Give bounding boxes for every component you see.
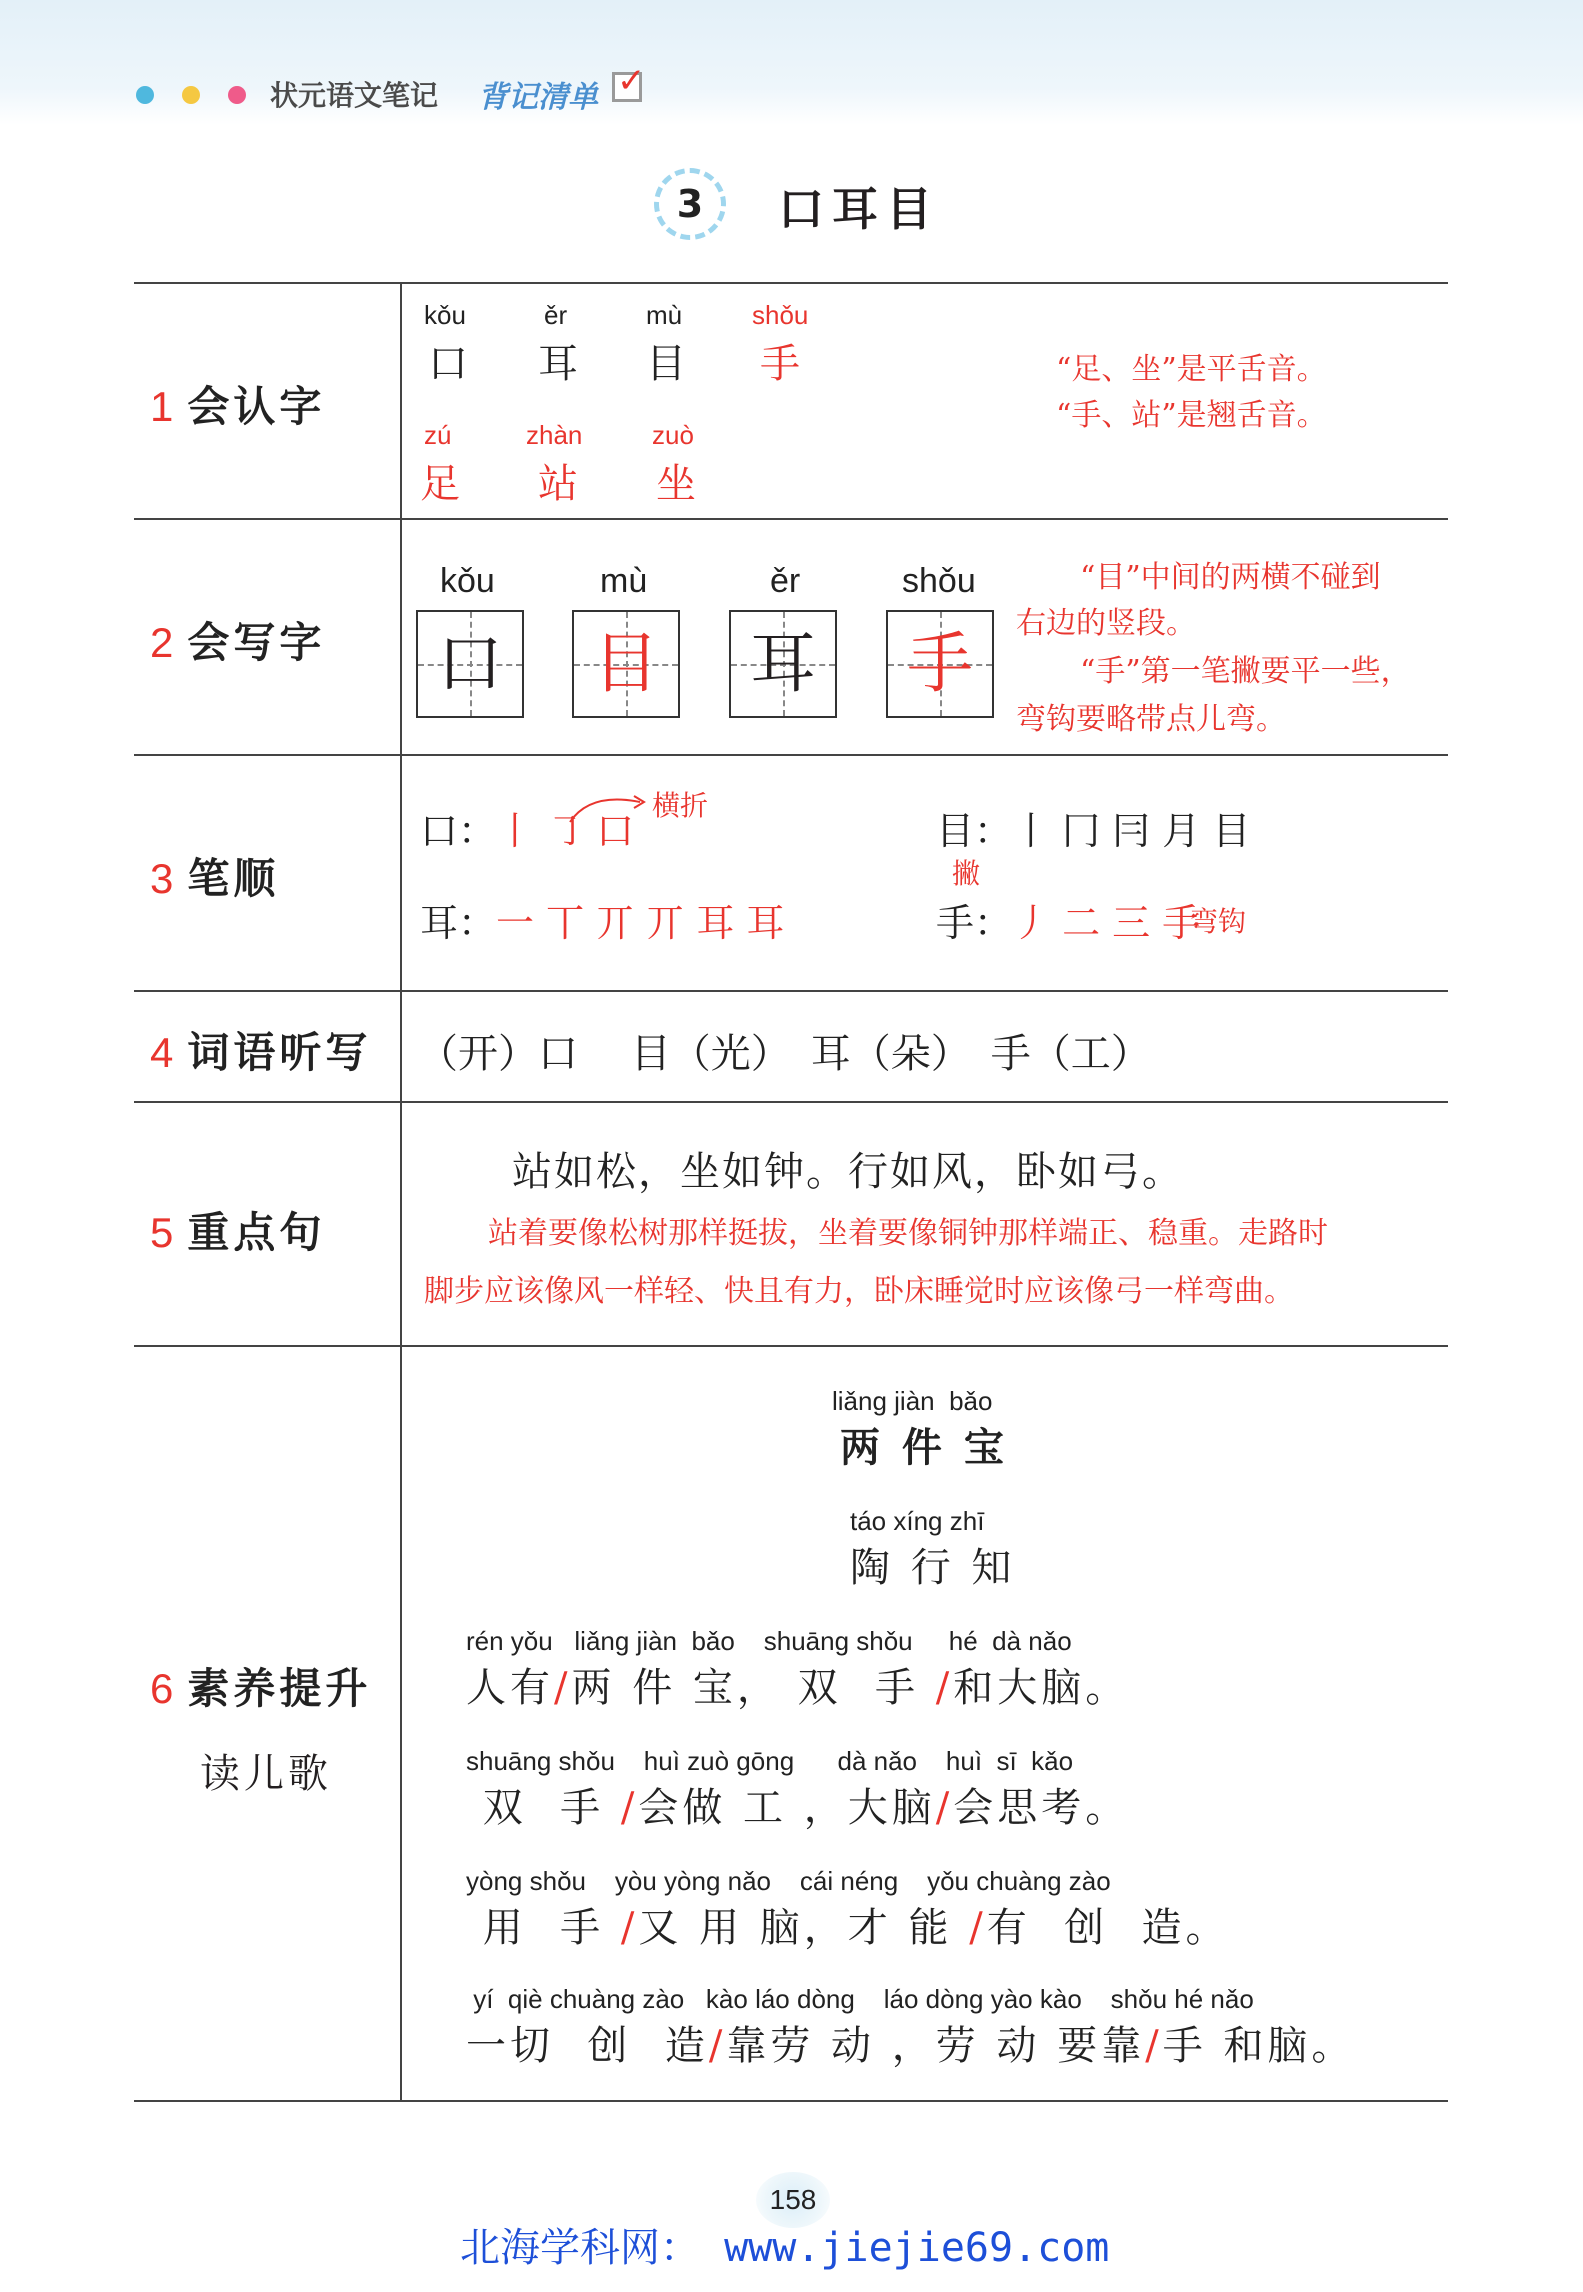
stroke-order-shou: 手：丿 二 三 手 [936, 901, 1201, 945]
table-bottom-rule [134, 2100, 1448, 2102]
sentence-explanation: 站着要像松树那样挺拔，坐着要像铜钟那样端正、稳重。走路时 [488, 1216, 1328, 1251]
poem-author: 陶 行 知 [850, 1545, 1016, 1591]
poem-line: 一切 创 造/靠劳 动 ，劳 动 要靠/手 和脑。 [466, 2023, 1356, 2069]
row-divider [134, 990, 1448, 992]
poem-line: 双 手 /会做 工 ，大脑/会思考。 [466, 1785, 1130, 1831]
pause-slash: / [1145, 2023, 1163, 2069]
pinyin: kǒu [424, 300, 466, 330]
stroke-note: 撇 [952, 857, 981, 890]
grid-char: 手 [907, 625, 973, 702]
pinyin: zuò [652, 420, 694, 450]
pinyin: shǒu [902, 562, 976, 600]
grid-char: 目 [593, 625, 659, 702]
annotation: “手”第一笔撇要平一些， [1080, 654, 1411, 689]
key-sentence: 站如松，坐如钟。行如风，卧如弓。 [512, 1149, 1184, 1195]
pinyin: kǒu [440, 562, 495, 600]
pinyin: shǒu [752, 300, 809, 330]
poem-title: 两 件 宝 [840, 1424, 1008, 1471]
blue-dot-icon [136, 86, 154, 104]
pause-slash: / [935, 1665, 954, 1711]
row-divider [134, 1345, 1448, 1347]
hanzi: 坐 [656, 461, 696, 507]
section-tag: 背记清单 [478, 80, 598, 115]
row-label-recognize: 1 会认字 [150, 382, 326, 431]
pause-slash: / [708, 2023, 727, 2069]
pinyin: mù [646, 300, 683, 330]
lesson-title: 口耳目 [778, 182, 940, 236]
table-top-rule [134, 282, 1448, 284]
dictation-words: （开）口 目（光） 耳（朵） 手（工） [418, 1031, 1151, 1077]
poem-line-pinyin: shuāng shǒu huì zuò gōng dà nǎo huì sī kǎo [466, 1746, 1074, 1776]
row-divider [134, 754, 1448, 756]
annotation: “手、站”是翘舌音。 [1056, 398, 1327, 433]
pinyin: ěr [544, 300, 568, 330]
header-band [0, 0, 1583, 125]
stroke-note: 横折 [652, 789, 709, 822]
row-label-stroke-order: 3 笔顺 [150, 854, 280, 903]
pinyin: ěr [770, 562, 801, 600]
row-divider [134, 518, 1448, 520]
stroke-note: 弯钩 [1190, 905, 1247, 938]
stroke-order-er: 耳：一 丅 丌 丌 耳 耳 [420, 901, 785, 945]
stroke-order-kou: 口：丨 ㇆ 口 [420, 809, 635, 853]
pause-slash: / [620, 1905, 639, 1951]
pink-dot-icon [228, 86, 246, 104]
writing-grid [416, 610, 524, 718]
hanzi: 耳 [538, 341, 578, 387]
poem-line-pinyin: rén yǒu liǎng jiàn bǎo shuāng shǒu hé dà nǎo [466, 1626, 1072, 1656]
lesson-number: 3 [654, 168, 726, 240]
poem-line-pinyin: yòng shǒu yòu yòng nǎo cái néng yǒu chuàng zào [466, 1866, 1111, 1896]
annotation: “足、坐”是平舌音。 [1056, 352, 1327, 387]
grid-char: 耳 [750, 625, 816, 702]
sentence-explanation: 脚步应该像风一样轻、快且有力，卧床睡觉时应该像弓一样弯曲。 [424, 1274, 1294, 1309]
curved-arrow-icon [560, 788, 660, 828]
pinyin: mù [600, 562, 648, 600]
writing-grid [729, 610, 837, 718]
series-title: 状元语文笔记 [270, 79, 439, 112]
hanzi: 口 [428, 341, 468, 387]
stroke-order-mu: 目：丨 冂 冃 月 目 [936, 809, 1251, 853]
column-divider [400, 282, 402, 2102]
poem-line-pinyin: yí qiè chuàng zào kào láo dòng láo dòng yào kào shǒu hé nǎo [466, 1984, 1254, 2014]
row-label-literacy: 6 素养提升 [150, 1664, 372, 1713]
annotation: 右边的竖段。 [1016, 606, 1196, 641]
pause-slash: / [935, 1785, 954, 1831]
writing-grid [886, 610, 994, 718]
hanzi: 手 [760, 341, 800, 387]
pause-slash: / [969, 1905, 987, 1951]
poem-title-pinyin: liǎng jiàn bǎo [832, 1386, 993, 1416]
annotation: “目”中间的两横不碰到 [1080, 560, 1381, 595]
row-label-dictation: 4 词语听写 [150, 1028, 372, 1077]
pinyin: zhàn [526, 420, 583, 450]
poem-author-pinyin: táo xíng zhī [850, 1506, 985, 1536]
pause-slash: / [554, 1665, 572, 1711]
writing-grid [572, 610, 680, 718]
page-number: 158 [756, 2172, 830, 2228]
hanzi: 目 [646, 341, 686, 387]
annotation: 弯钩要略带点儿弯。 [1016, 702, 1286, 737]
hanzi: 足 [420, 461, 460, 507]
row-sublabel: 读儿歌 [200, 1751, 332, 1797]
pinyin: zú [424, 420, 452, 450]
poem-line: 人有/两 件 宝， 双 手 /和大脑。 [466, 1665, 1130, 1711]
row-label-key-sentence: 5 重点句 [150, 1208, 326, 1257]
row-divider [134, 1101, 1448, 1103]
pause-slash: / [620, 1785, 639, 1831]
hanzi: 站 [538, 461, 578, 507]
checkbox-icon: ✓ [612, 72, 642, 102]
row-label-write: 2 会写字 [150, 618, 326, 667]
grid-char: 口 [437, 625, 503, 702]
poem-line: 用 手 /又 用 脑，才 能 /有 创 造。 [466, 1905, 1230, 1951]
yellow-dot-icon [182, 86, 200, 104]
footer-watermark: 北海学科网： www.jiejie69.com [460, 2225, 1110, 2271]
